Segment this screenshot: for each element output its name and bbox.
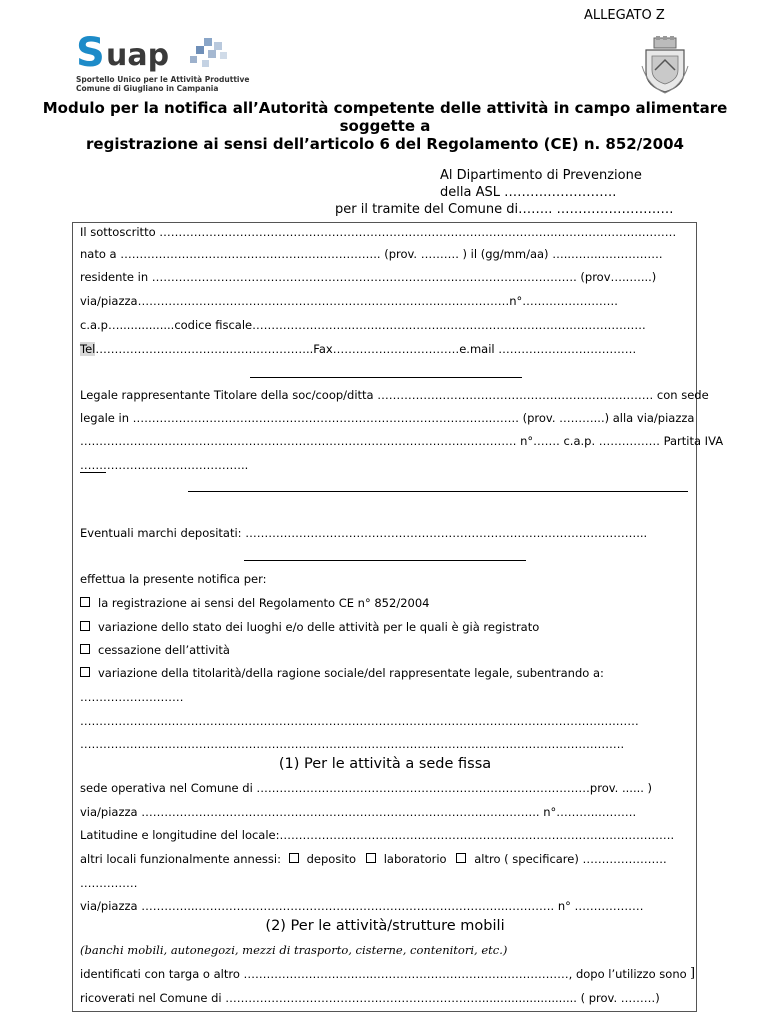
deposito-label: deposito	[306, 852, 357, 866]
field-marchi-depositati[interactable]: Eventuali marchi depositati: …………………………………………………………………………………………...	[80, 526, 648, 540]
checkbox-laboratorio[interactable]	[366, 853, 376, 863]
checkbox-variazione-luoghi[interactable]	[80, 621, 90, 631]
option-variazione-luoghi-label: variazione dello stato dei luoghi e/o delle attività per le quali è già registrato	[98, 620, 540, 634]
option-variazione-titolarita[interactable]	[80, 666, 604, 680]
field-partita-iva-value[interactable]: ……………………………………..	[80, 458, 249, 472]
altro-label: altro ( specificare) ………………….	[474, 852, 667, 866]
section-strutture-mobili-heading: (2) Per le attività/strutture mobili	[265, 918, 505, 934]
allegato-label: ALLEGATO Z	[584, 8, 665, 23]
option-registrazione-label: la registrazione ai sensi del Regolamento CE n° 852/2004	[98, 596, 430, 610]
field-subentro-3[interactable]: …………………………………………………………………………………………………………………………….	[80, 737, 625, 751]
field-cap-codice-fiscale[interactable]: c.a.p…...............codice fiscale……………………..……..……………..…………………………………………….	[80, 318, 646, 332]
field-latitudine-longitudine[interactable]: Latitudine e longitudine del locale:………………………………………………………………………………………….	[80, 828, 675, 842]
tel-fax-email-dots: …………………………….…………………..Fax……………………………e.mail ………………………………	[95, 342, 637, 356]
logo-subtitle-1: Sportello Unico per le Attività Produttive	[76, 75, 250, 84]
form-frame	[72, 222, 697, 1012]
option-variazione-titolarita-label: variazione della titolarità/della ragione sociale/del rappresentate legale, subentrando a:	[98, 666, 604, 680]
field-sede-legale[interactable]: legale in …………………………..……………………………………………………..……. (prov. ………...) alla via/piazza	[80, 411, 695, 425]
logo-subtitle-2: Comune di Giugliano in Campania	[76, 84, 219, 93]
divider-2	[188, 491, 688, 492]
checkbox-registrazione[interactable]	[80, 597, 90, 607]
field-subentro-1[interactable]: ………………………	[80, 690, 184, 704]
divider-3	[244, 560, 526, 561]
field-residente[interactable]: residente in ……………………………………………………………………..…………………………. (prov…..…...)	[80, 270, 657, 284]
field-sottoscritto[interactable]: Il sottoscritto …………………………………………………………………………………………..………………….………	[80, 225, 677, 239]
field-nato[interactable]: nato a ………………………………………………………….. (prov. ………. ) il (gg/mm/aa) …..……..…………….	[80, 247, 663, 261]
checkbox-cessazione[interactable]	[80, 644, 90, 654]
field-ricoverati-comune[interactable]: ricoverati nel Comune di ………………………………….……………………….......................... ( prov. ………)	[80, 991, 660, 1005]
laboratorio-label: laboratorio	[383, 852, 447, 866]
checkbox-altro[interactable]	[456, 853, 466, 863]
suap-logo	[72, 30, 252, 100]
title-line-3: registrazione ai sensi dell’articolo 6 del Regolamento (CE) n. 852/2004	[86, 135, 684, 153]
title-line-1: Modulo per la notifica all’Autorità competente delle attività in campo alimentare	[42, 99, 728, 117]
field-indirizzo-partita-iva[interactable]: ………………………………………………………………………………………..…………. n°……. c.a.p. ……………. Partita IVA	[80, 434, 724, 448]
margin-bracket: ]	[690, 966, 696, 981]
altri-locali-row	[80, 852, 667, 866]
option-cessazione[interactable]	[80, 643, 230, 657]
field-subentro-2[interactable]: …………………..……………………………………………………………………………………….………….….……	[80, 714, 639, 728]
field-via-piazza-locali[interactable]: via/piazza …………...……………………………………………………………………..…………. n° ………………	[80, 899, 644, 913]
field-tel-fax-email[interactable]	[80, 342, 636, 356]
logo-letter-s: S	[76, 30, 105, 76]
strutture-mobili-note: (banchi mobili, autonegozi, mezzi di trasporto, cisterne, contenitori, etc.)	[80, 943, 508, 957]
checkbox-variazione-titolarita[interactable]	[80, 667, 90, 677]
addressee-line-1: Al Dipartimento di Prevenzione	[440, 168, 642, 183]
notifica-intro: effettua la presente notifica per:	[80, 572, 267, 586]
cubes-icon	[184, 36, 234, 70]
checkbox-deposito[interactable]	[289, 853, 299, 863]
divider-1	[250, 377, 522, 378]
logo-letters-uap: uap	[106, 38, 170, 73]
option-registrazione[interactable]	[80, 596, 429, 610]
field-legale-rappresentante[interactable]: Legale rappresentante Titolare della soc/coop/ditta ……………………………………………………………… con sede	[80, 388, 709, 402]
section-sede-fissa-heading: (1) Per le attività a sede fissa	[278, 756, 492, 772]
option-variazione-luoghi[interactable]	[80, 620, 539, 634]
municipal-crest-icon	[640, 36, 690, 94]
altri-locali-label: altri locali funzionalmente annessi:	[80, 852, 281, 866]
field-sede-operativa[interactable]: sede operativa nel Comune di ……………………………………………………………………………prov. ...... )	[80, 781, 653, 795]
tel-label: Tel	[80, 342, 96, 356]
addressee-line-2: della ASL ……….…………….	[440, 185, 617, 200]
field-via-piazza[interactable]: via/piazza…………………………………………………………………….………………n°…………………….	[80, 294, 618, 308]
option-cessazione-label: cessazione dell’attività	[98, 643, 230, 657]
field-targa[interactable]: identificati con targa o altro …………………….….…..……………………………………………, dopo l’utilizzo sono	[80, 967, 687, 981]
underline-short	[80, 472, 106, 473]
field-altro-continuation[interactable]: ……………	[80, 876, 138, 890]
title-line-2: soggette a	[339, 117, 431, 135]
field-via-piazza-sede[interactable]: via/piazza ………………………………………………………………………………………….. n°………..……….	[80, 805, 637, 819]
addressee-line-3: per il tramite del Comune di…….. ………………………	[335, 202, 674, 217]
